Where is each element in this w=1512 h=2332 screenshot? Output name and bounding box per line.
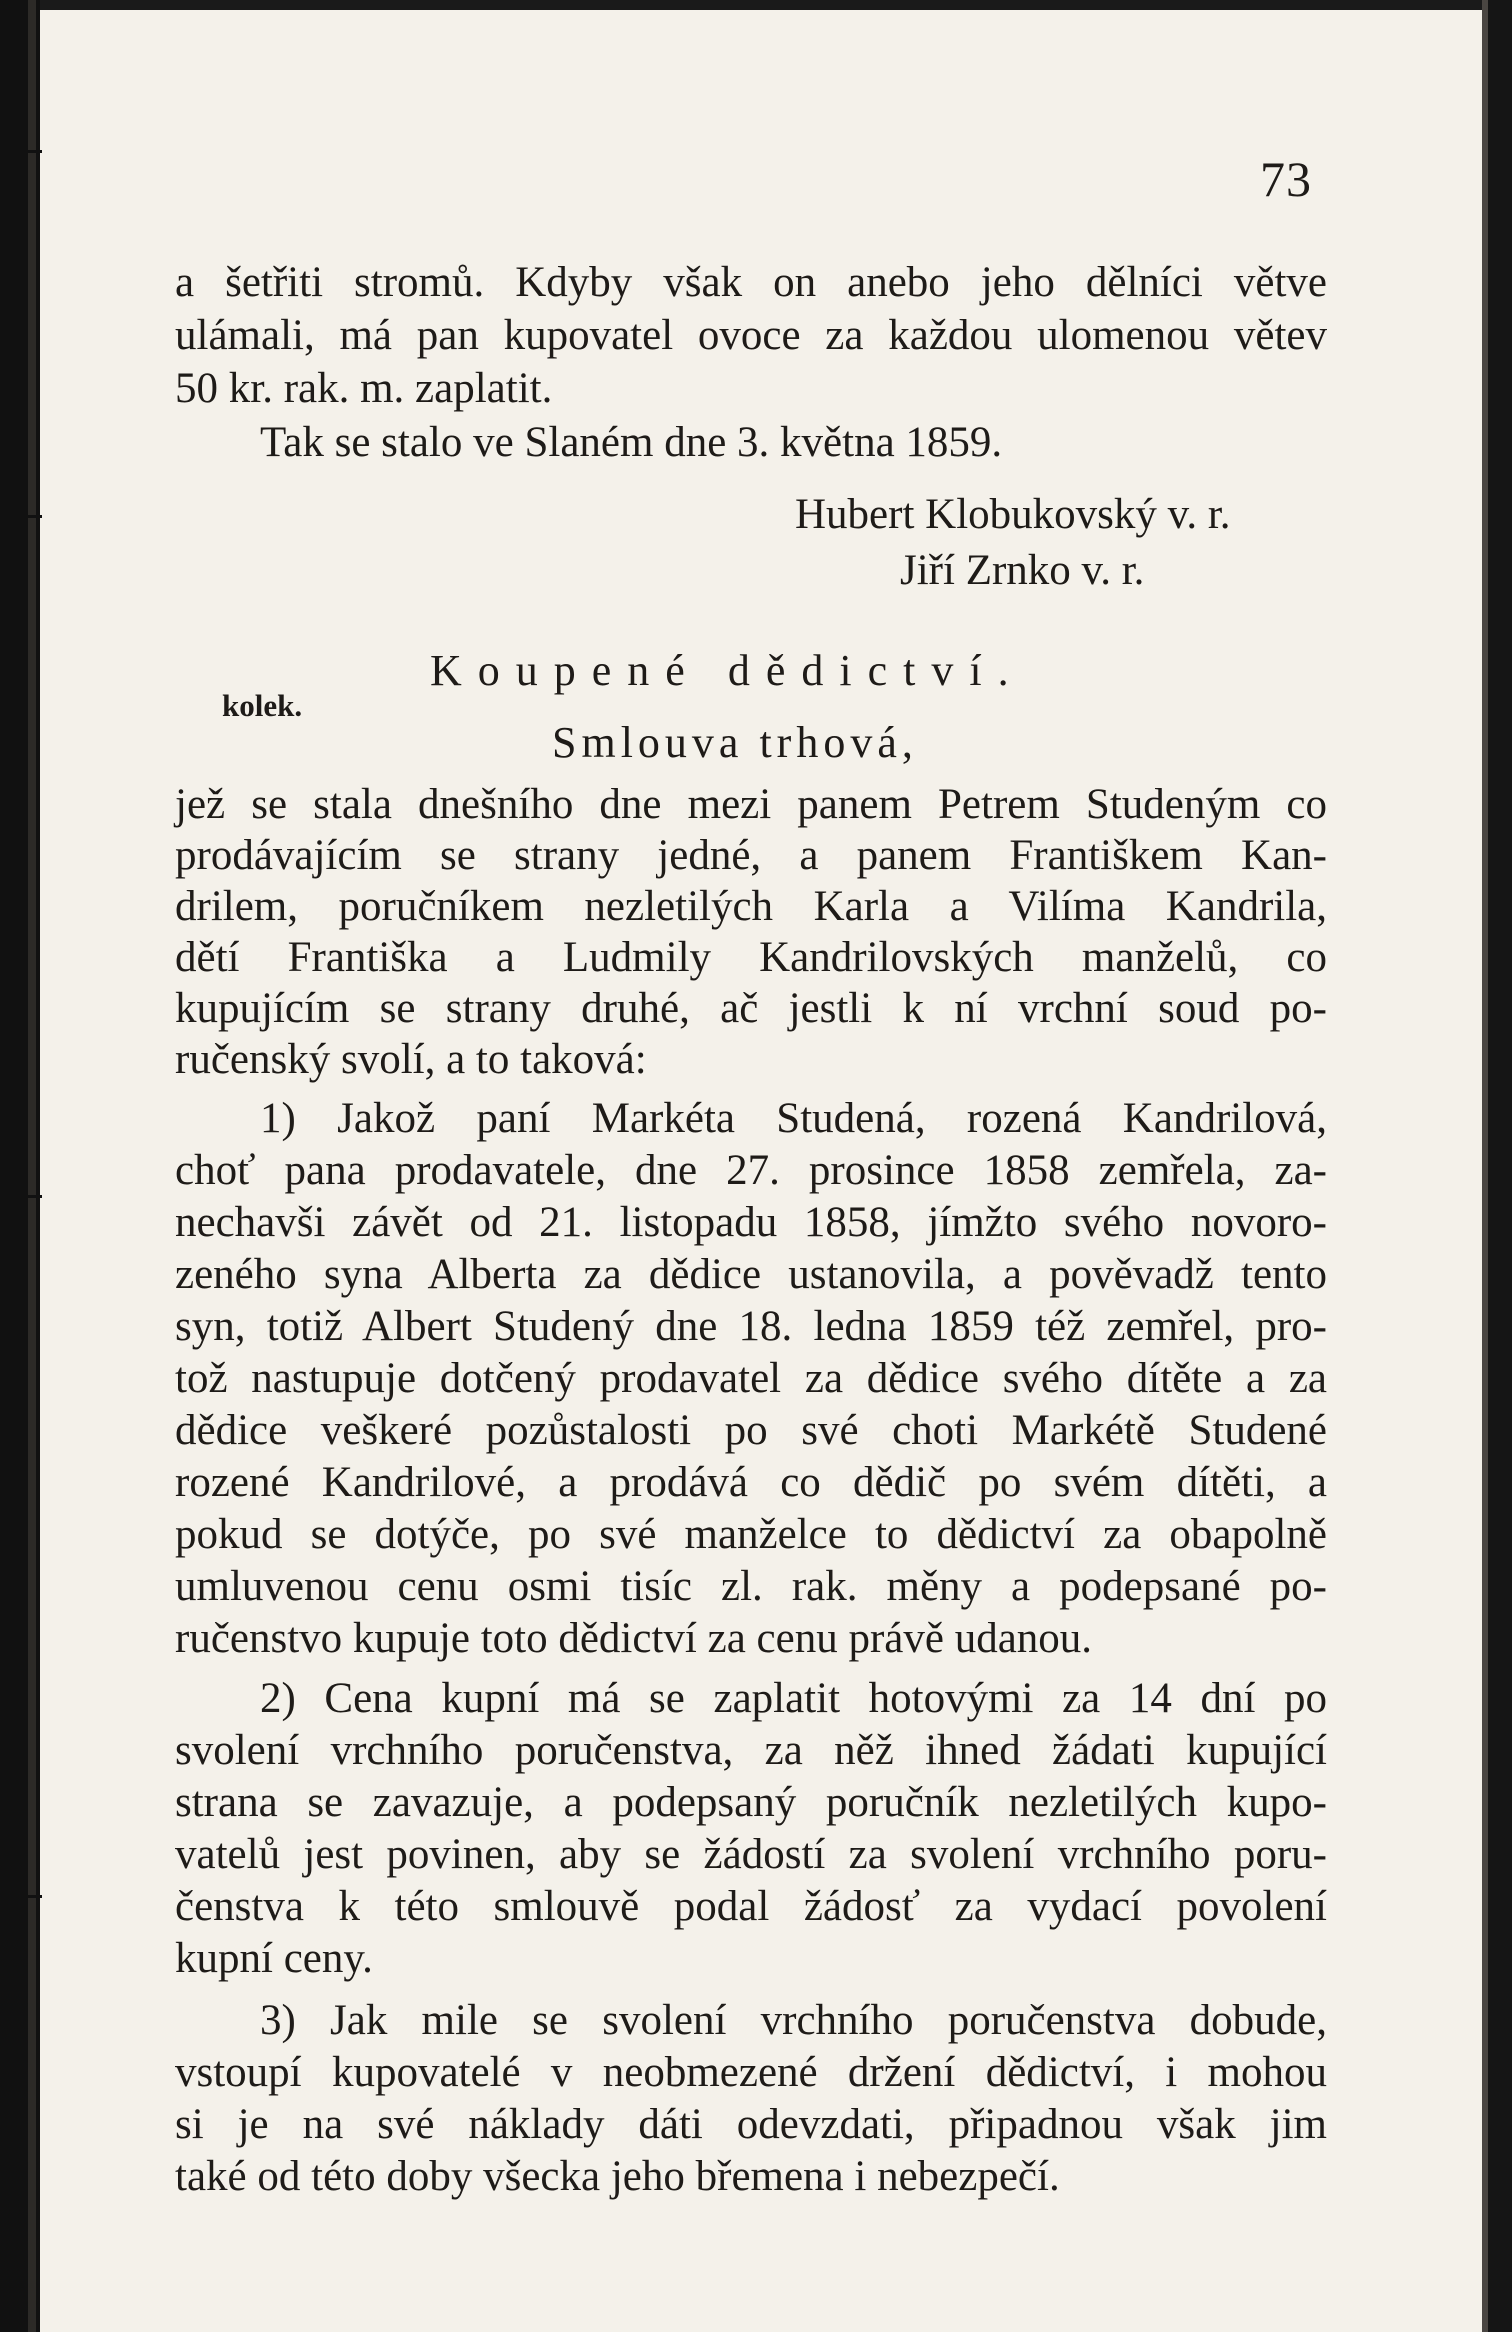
signature: Hubert Klobukovský v. r. [795, 491, 1231, 538]
text-line: choť pana prodavatele, dne 27. prosince 1858 zemřela, za- [175, 1147, 1327, 1194]
text-line: pokud se dotýče, po své manželce to dědictví za obapolně [175, 1511, 1327, 1558]
text-line: 1) Jakož paní Markéta Studená, rozená Kandrilová, [260, 1095, 1327, 1142]
text-line: a šetřiti stromů. Kdyby však on anebo jeho dělníci větve [175, 259, 1327, 306]
text-line: prodávajícím se strany jedné, a panem Františkem Kan- [175, 832, 1327, 879]
text-line: jež se stala dnešního dne mezi panem Petrem Studeným co [175, 781, 1327, 828]
text-line: ulámali, má pan kupovatel ovoce za každou ulomenou větev [175, 312, 1327, 359]
gutter-mark [22, 150, 42, 153]
text-line: dědice veškeré pozůstalosti po své choti Markétě Studené [175, 1407, 1327, 1454]
scan-right-edge-inner [1482, 0, 1488, 2332]
text-line: vstoupí kupovatelé v neobmezené držení dědictví, i mohou [175, 2049, 1327, 2096]
section-heading: Koupené dědictví. [430, 646, 1025, 695]
text-line: kupujícím se strany druhé, ač jestli k ní vrchní soud po- [175, 985, 1327, 1032]
text-line: rozené Kandrilové, a prodává co dědič po svém dítěti, a [175, 1459, 1327, 1506]
text-line: ručenstvo kupuje toto dědictví za cenu právě udanou. [175, 1615, 1093, 1662]
text-line: 2) Cena kupní má se zaplatit hotovými za 14 dní po [260, 1675, 1327, 1722]
scan-left-edge-inner [28, 0, 36, 2332]
text-line: 3) Jak mile se svolení vrchního poručenstva dobude, [260, 1997, 1327, 2044]
text-line: umluvenou cenu osmi tisíc zl. rak. měny a podepsané po- [175, 1563, 1327, 1610]
text-line: čenstva k této smlouvě podal žádosť za vydací povolení [175, 1883, 1327, 1930]
contract-title: Smlouva trhová, [552, 718, 918, 767]
text-line: dětí Františka a Ludmily Kandrilovských manželů, co [175, 934, 1327, 981]
text-line: 50 kr. rak. m. zaplatit. [175, 365, 553, 412]
text-line: také od této doby všecka jeho břemena i nebezpečí. [175, 2153, 1060, 2200]
text-line: drilem, poručníkem nezletilých Karla a Vilíma Kandrila, [175, 883, 1327, 930]
text-line: vatelů jest povinen, aby se žádostí za svolení vrchního poru- [175, 1831, 1327, 1878]
gutter-mark [22, 1895, 42, 1898]
signature: Jiří Zrnko v. r. [900, 547, 1145, 594]
text-line: syn, totiž Albert Studený dne 18. ledna 1859 též zemřel, pro- [175, 1303, 1327, 1350]
text-line: kupní ceny. [175, 1935, 373, 1982]
text-line: zeného syna Alberta za dědice ustanovila, a pověvadž tento [175, 1251, 1327, 1298]
gutter-mark [22, 1195, 42, 1198]
gutter-mark [22, 515, 42, 518]
date-line: Tak se stalo ve Slaném dne 3. května 1859. [260, 419, 1003, 466]
text-line: strana se zavazuje, a podepsaný poručník nezletilých kupo- [175, 1779, 1327, 1826]
text-line: tož nastupuje dotčený prodavatel za dědice svého dítěte a za [175, 1355, 1327, 1402]
text-line: si je na své náklady dáti odevzdati, připadnou však jim [175, 2101, 1327, 2148]
page-number: 73 [1260, 151, 1312, 207]
text-line: svolení vrchního poručenstva, za něž ihned žádati kupující [175, 1727, 1327, 1774]
margin-note: kolek. [222, 688, 303, 723]
scan-top-edge [0, 0, 1512, 10]
text-line: nechavši závět od 21. listopadu 1858, jímžto svého novoro- [175, 1199, 1327, 1246]
text-line: ručenský svolí, a to taková: [175, 1036, 647, 1083]
